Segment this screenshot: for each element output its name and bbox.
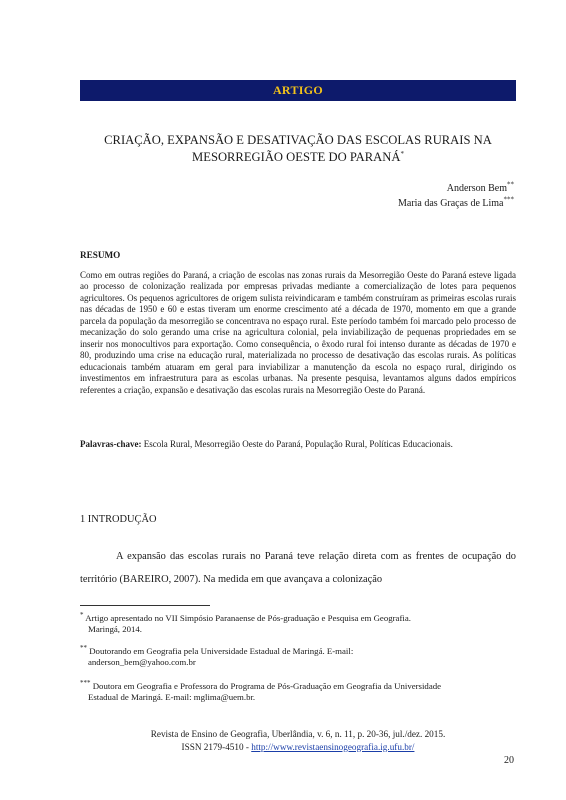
footnote-text-continued: Maringá, 2014. — [88, 624, 142, 634]
footnote-text: Doutora em Geografia e Professora do Programa de Pós-Graduação em Geografia da Universidade — [92, 681, 442, 691]
keywords — [80, 439, 516, 450]
author-list — [398, 181, 514, 211]
author-footnote-marker: ** — [507, 180, 514, 189]
abstract-text: Como em outras regiões do Paraná, a criação de escolas nas zonas rurais da Mesorregião Oeste do Paraná esteve ligada ao processo de colonização realizada por empresas privadas mediante a comercialização de lotes para pequenos agricultores. Os pequenos agricultores de origem sulista reivindicaram e também construíram as primeiras escolas rurais nas décadas de 1950 e 60 e estas tiveram um enorme crescimento até a década de 1970, momento em que a grande parcela da população da mesorregião se concentrava no espaço rural. Este período também foi marcado pelo processo de mecanização do solo gerando uma crise na agricultura colonial, pela inviabilização de pequenas propriedades em se inserir nos monocultivos para exportação. Como consequência, o êxodo rural foi intenso durante as décadas de 1970 e 80, produzindo uma crise na educação rural, materializada no processo de desativação das escolas rurais. As políticas educacionais também atuaram em geral para inviabilizar a manutenção da escola no espaço rural, dirigindo os investimentos em infraestrutura para as escolas urbanas. Na presente pesquisa, levantamos alguns dados empíricos referentes a criação, expansão e desativação das escolas rurais na Mesorregião Oeste do Paraná. — [80, 270, 516, 395]
title-line-2: MESORREGIÃO OESTE DO PARANÁ — [192, 150, 401, 164]
footnote-marker: * — [80, 611, 84, 620]
journal-website-link[interactable]: http://www.revistaensinogeografia.ig.ufu.br/ — [251, 741, 415, 752]
article-title — [80, 132, 516, 166]
issn-label: ISSN 2179-4510 - — [181, 741, 252, 752]
footnote-text: Artigo apresentado no VII Simpósio Paranaense de Pós-graduação e Pesquisa em Geografia. — [85, 613, 411, 623]
page-number: 20 — [504, 755, 514, 766]
article-type-label: ARTIGO — [272, 83, 324, 97]
author-footnote-marker: *** — [503, 195, 514, 204]
journal-footer — [80, 728, 516, 753]
footnote — [80, 613, 520, 635]
author-entry — [398, 196, 514, 211]
abstract-heading: RESUMO — [80, 250, 121, 260]
keywords-text: Escola Rural, Mesorregião Oeste do Paraná, População Rural, Políticas Educacionais. — [143, 439, 453, 449]
footnote-divider — [80, 605, 210, 606]
footnote — [80, 646, 520, 668]
footnote — [80, 681, 520, 703]
journal-citation: Revista de Ensino de Geografia, Uberlândia, v. 6, n. 11, p. 20-36, jul./dez. 2015. — [150, 729, 446, 739]
title-footnote-marker: * — [400, 149, 404, 158]
footnote-marker: *** — [80, 679, 91, 688]
title-line-1: CRIAÇÃO, EXPANSÃO E DESATIVAÇÃO DAS ESCOLAS RURAIS NA — [104, 133, 492, 147]
section-heading: 1 INTRODUÇÃO — [80, 514, 157, 525]
author-entry — [398, 181, 514, 196]
footnote-text-continued: anderson_bem@yahoo.com.br — [88, 657, 196, 667]
footnote-marker: ** — [80, 644, 87, 653]
footnote-text: Doutorando em Geografia pela Universidade Estadual de Maringá. E-mail: — [89, 646, 354, 656]
author-name: Maria das Graças de Lima — [397, 198, 504, 209]
body-paragraph: A expansão das escolas rurais no Paraná teve relação direta com as frentes de ocupação do território (BAREIRO, 2007). Na medida em que avançava a colonização — [80, 551, 516, 585]
article-type-banner — [80, 80, 516, 101]
author-name: Anderson Bem — [446, 183, 507, 194]
keywords-label: Palavras-chave: — [80, 439, 142, 449]
footnote-text-continued: Estadual de Maringá. E-mail: mglima@uem.br. — [88, 692, 256, 702]
